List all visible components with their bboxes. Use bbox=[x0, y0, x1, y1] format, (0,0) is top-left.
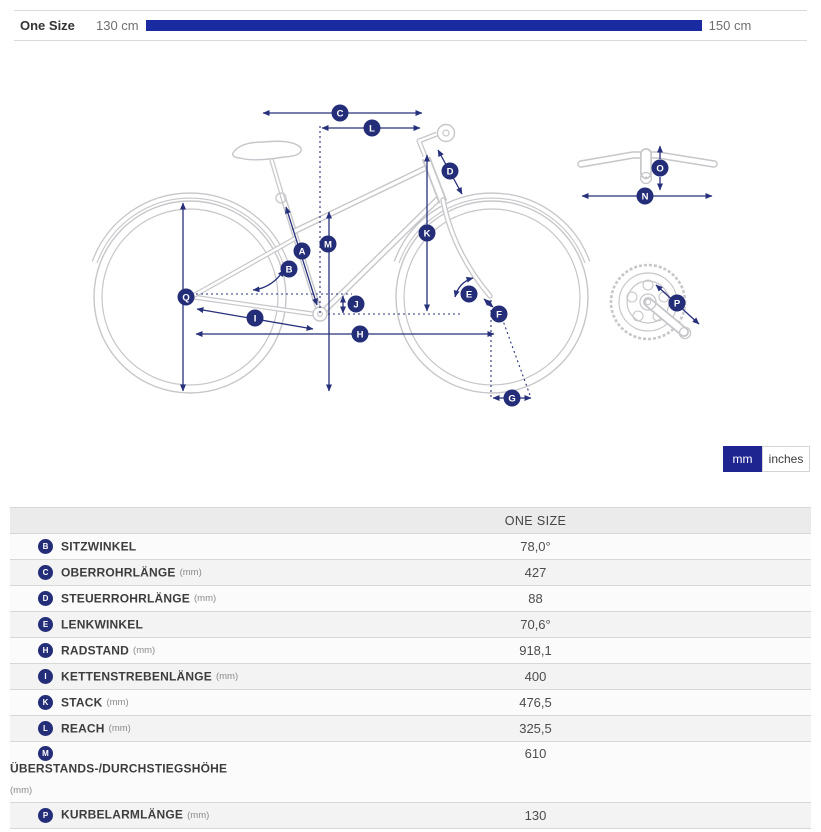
svg-text:A: A bbox=[298, 246, 306, 258]
row-letter-badge: I bbox=[38, 669, 53, 684]
svg-text:N: N bbox=[641, 191, 649, 203]
table-row bbox=[10, 559, 811, 585]
badge-P bbox=[669, 295, 686, 312]
row-unit: (mm) bbox=[10, 784, 33, 796]
badge-L bbox=[364, 120, 381, 137]
row-value: 78,0° bbox=[520, 539, 551, 554]
table-row bbox=[10, 611, 811, 637]
badge-F bbox=[491, 306, 508, 323]
row-label: KETTENSTREBENLÄNGE bbox=[61, 669, 212, 684]
badge-H bbox=[352, 326, 369, 343]
badge-E bbox=[461, 286, 478, 303]
table-row bbox=[10, 689, 811, 715]
row-label: STEUERROHRLÄNGE bbox=[61, 591, 191, 606]
row-unit: (mm) bbox=[187, 809, 210, 821]
size-max-value: 150 cm bbox=[708, 18, 752, 33]
badge-J bbox=[348, 296, 365, 313]
svg-text:F: F bbox=[496, 309, 502, 321]
table-row bbox=[10, 741, 811, 802]
row-value: 70,6° bbox=[520, 617, 551, 632]
svg-text:H: H bbox=[356, 329, 364, 341]
row-label: STACK bbox=[61, 695, 103, 710]
svg-text:J: J bbox=[353, 299, 359, 311]
row-label: ÜBERSTANDS-/DURCHSTIEGSHÖHE bbox=[10, 761, 228, 776]
handlebar-drawing bbox=[581, 154, 714, 184]
mm-button[interactable]: mm bbox=[723, 446, 762, 472]
badge-G bbox=[504, 390, 521, 407]
badge-C bbox=[332, 105, 349, 122]
table-row bbox=[10, 715, 811, 741]
row-label: LENKWINKEL bbox=[61, 617, 143, 632]
row-letter-badge: H bbox=[38, 643, 53, 658]
svg-text:O: O bbox=[656, 163, 664, 175]
row-letter-badge: E bbox=[38, 617, 53, 632]
svg-text:I: I bbox=[253, 313, 257, 325]
table-header-label-spacer bbox=[10, 517, 260, 525]
table-row bbox=[10, 585, 811, 611]
size-name: One Size bbox=[20, 18, 75, 33]
bike-drawing bbox=[92, 125, 589, 394]
row-unit: (mm) bbox=[179, 567, 202, 579]
badge-A bbox=[294, 243, 311, 260]
row-letter-badge: P bbox=[38, 808, 53, 823]
svg-text:G: G bbox=[508, 393, 516, 405]
row-value: 130 bbox=[524, 807, 547, 823]
row-unit: (mm) bbox=[108, 723, 131, 735]
badge-B bbox=[281, 261, 298, 278]
row-letter-badge: K bbox=[38, 695, 53, 710]
badge-Q bbox=[178, 289, 195, 306]
table-row bbox=[10, 802, 811, 828]
row-unit: (mm) bbox=[215, 671, 239, 683]
table-header-row bbox=[10, 507, 811, 533]
row-unit: (mm) bbox=[106, 697, 129, 709]
row-letter-badge: C bbox=[38, 565, 53, 580]
row-label: OBERROHRLÄNGE bbox=[61, 565, 176, 580]
badge-M bbox=[320, 236, 337, 253]
svg-text:M: M bbox=[324, 239, 332, 251]
row-label: RADSTAND bbox=[61, 643, 130, 658]
row-unit: (mm) bbox=[194, 593, 217, 605]
unit-toggle bbox=[723, 446, 810, 472]
badge-O bbox=[652, 160, 669, 177]
row-value: 476,5 bbox=[519, 695, 552, 710]
svg-text:D: D bbox=[446, 166, 454, 178]
row-label: SITZWINKEL bbox=[61, 539, 137, 554]
row-value: 88 bbox=[528, 591, 543, 606]
row-letter-badge: L bbox=[38, 721, 53, 736]
badge-N bbox=[637, 188, 654, 205]
size-min-value: 130 cm bbox=[96, 18, 139, 33]
row-letter-badge: B bbox=[38, 539, 53, 554]
row-value: 610 bbox=[524, 746, 547, 761]
table-row bbox=[10, 533, 811, 559]
row-value: 427 bbox=[524, 565, 547, 580]
svg-text:P: P bbox=[673, 298, 681, 310]
row-label: KURBELARMLÄNGE bbox=[61, 807, 184, 822]
badge-I bbox=[247, 310, 264, 327]
row-label: REACH bbox=[61, 721, 105, 736]
svg-text:B: B bbox=[285, 264, 293, 276]
table-row bbox=[10, 637, 811, 663]
svg-text:Q: Q bbox=[182, 292, 190, 304]
table-header-size: ONE SIZE bbox=[504, 513, 567, 528]
geometry-table bbox=[10, 507, 811, 829]
svg-text:L: L bbox=[369, 123, 375, 135]
svg-text:E: E bbox=[465, 289, 473, 301]
row-letter-badge: M bbox=[38, 746, 53, 761]
row-unit: (mm) bbox=[133, 645, 156, 657]
row-value: 325,5 bbox=[519, 721, 552, 736]
svg-text:C: C bbox=[336, 108, 344, 120]
row-value: 400 bbox=[524, 669, 547, 684]
row-value: 918,1 bbox=[519, 643, 552, 658]
inches-button[interactable]: inches bbox=[762, 446, 810, 472]
svg-text:K: K bbox=[423, 228, 431, 240]
row-letter-badge: D bbox=[38, 591, 53, 606]
table-row bbox=[10, 663, 811, 689]
badge-D bbox=[442, 163, 459, 180]
badge-K bbox=[419, 225, 436, 242]
